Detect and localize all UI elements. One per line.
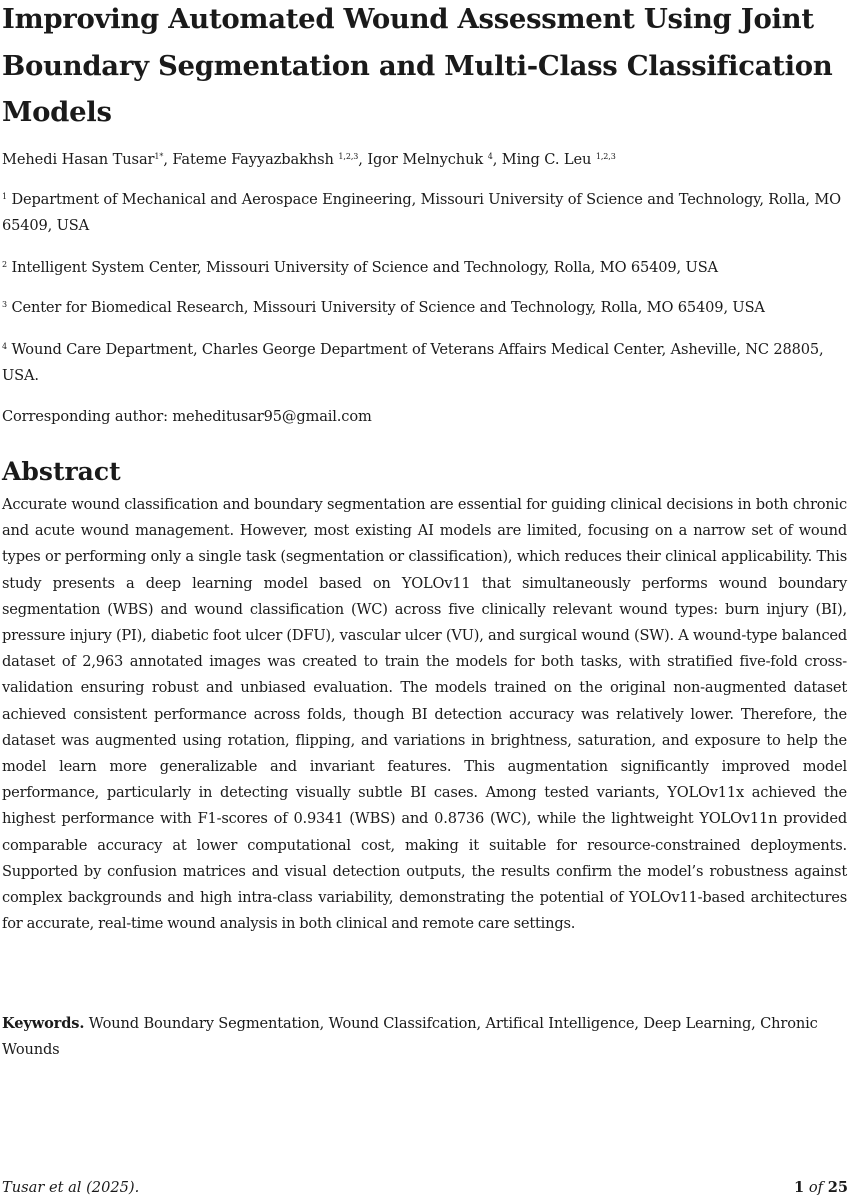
paper-title: Improving Automated Wound Assessment Using Joint Boundary Segmentation and Multi-Class Classification Models <box>2 3 833 128</box>
corresponding-author: Corresponding author: meheditusar95@gmail.com <box>2 408 372 425</box>
page-of-text: of <box>808 1179 824 1196</box>
author-name: Fateme Fayyazbakhsh <box>172 151 334 168</box>
affiliation-text: Wound Care Department, Charles George Department of Veterans Affairs Medical Center, Asheville, NC 28805, USA. <box>2 341 824 384</box>
affiliation-number: 4 <box>2 342 7 351</box>
keywords-label: Keywords. <box>2 1015 85 1032</box>
affiliation-4 <box>2 337 848 389</box>
keywords-section <box>2 1011 847 1063</box>
affiliation-number: 2 <box>2 260 7 269</box>
affiliation-text: Intelligent System Center, Missouri University of Science and Technology, Rolla, MO 65409, USA <box>11 259 718 276</box>
author-affiliation-marker: 4 <box>487 152 493 161</box>
author-name: Igor Melnychuk <box>367 151 484 168</box>
affiliation-number: 1 <box>2 192 7 201</box>
author-name: Mehedi Hasan Tusar <box>2 151 155 168</box>
total-pages: 25 <box>827 1179 848 1196</box>
affiliation-text: Center for Biomedical Research, Missouri University of Science and Technology, Rolla, MO 65409, USA <box>11 299 765 316</box>
affiliation-1 <box>2 187 848 239</box>
affiliation-number: 3 <box>2 300 7 309</box>
page-number <box>794 1177 848 1199</box>
abstract-body: Accurate wound classification and boundary segmentation are essential for guiding clinical decisions in both chronic and acute wound management. However, most existing AI models are limited, focusing on a narrow set of wound types or performing only a single task (segmentation or classification), which reduces their clinical applicability. This study presents a deep learning model based on YOLOv11 that simultaneously performs wound boundary segmentation (WBS) and wound classification (WC) across five clinically relevant wound types: burn injury (BI), pressure injury (PI), diabetic foot ulcer (DFU), vascular ulcer (VU), and surgical wound (SW). A wound-type balanced dataset of 2,963 annotated images was created to train the models for both tasks, with stratified five-fold cross-validation ensuring robust and unbiased evaluation. The models trained on the original non-augmented dataset achieved consistent performance across folds, though BI detection accuracy was relatively lower. Therefore, the dataset was augmented using rotation, flipping, and variations in brightness, saturation, and exposure to help the model learn more generalizable and invariant features. This augmentation significantly improved model performance, particularly in detecting visually subtle BI cases. Among tested variants, YOLOv11x achieved the highest performance with F1-scores of 0.9341 (WBS) and 0.8736 (WC), while the lightweight YOLOv11n provided comparable accuracy at lower computational cost, making it suitable for resource-constrained deployments. Supported by confusion matrices and visual detection outputs, the results confirm the model’s robustness against complex backgrounds and high intra-class variability, demonstrating the potential of YOLOv11-based architectures for accurate, real-time wound analysis in both clinical and remote care settings. <box>2 496 847 933</box>
current-page: 1 <box>794 1179 805 1196</box>
affiliation-2 <box>2 255 848 281</box>
affiliation-3 <box>2 295 848 321</box>
footer-citation: Tusar et al (2025). <box>2 1179 140 1196</box>
author-affiliation-marker: 1* <box>154 152 164 161</box>
abstract-heading: Abstract <box>2 457 121 486</box>
keywords-list: Wound Boundary Segmentation, Wound Classifcation, Artifical Intelligence, Deep Learning, Chronic Wounds <box>2 1015 818 1058</box>
author-name: Ming C. Leu <box>501 151 592 168</box>
affiliation-text: Department of Mechanical and Aerospace Engineering, Missouri University of Science and Technology, Rolla, MO 65409, USA <box>2 191 841 234</box>
author-affiliation-marker: 1,2,3 <box>595 152 616 161</box>
author-list: Mehedi Hasan Tusar$^{1*}$, Fateme Fayyazbakhsh $^{1,2,3}$, Igor Melnychuk $^4$, Ming C. Leu $^{1,2,3}$ <box>2 151 616 168</box>
page-footer <box>2 1177 848 1199</box>
author-affiliation-marker: 1,2,3 <box>338 152 359 161</box>
